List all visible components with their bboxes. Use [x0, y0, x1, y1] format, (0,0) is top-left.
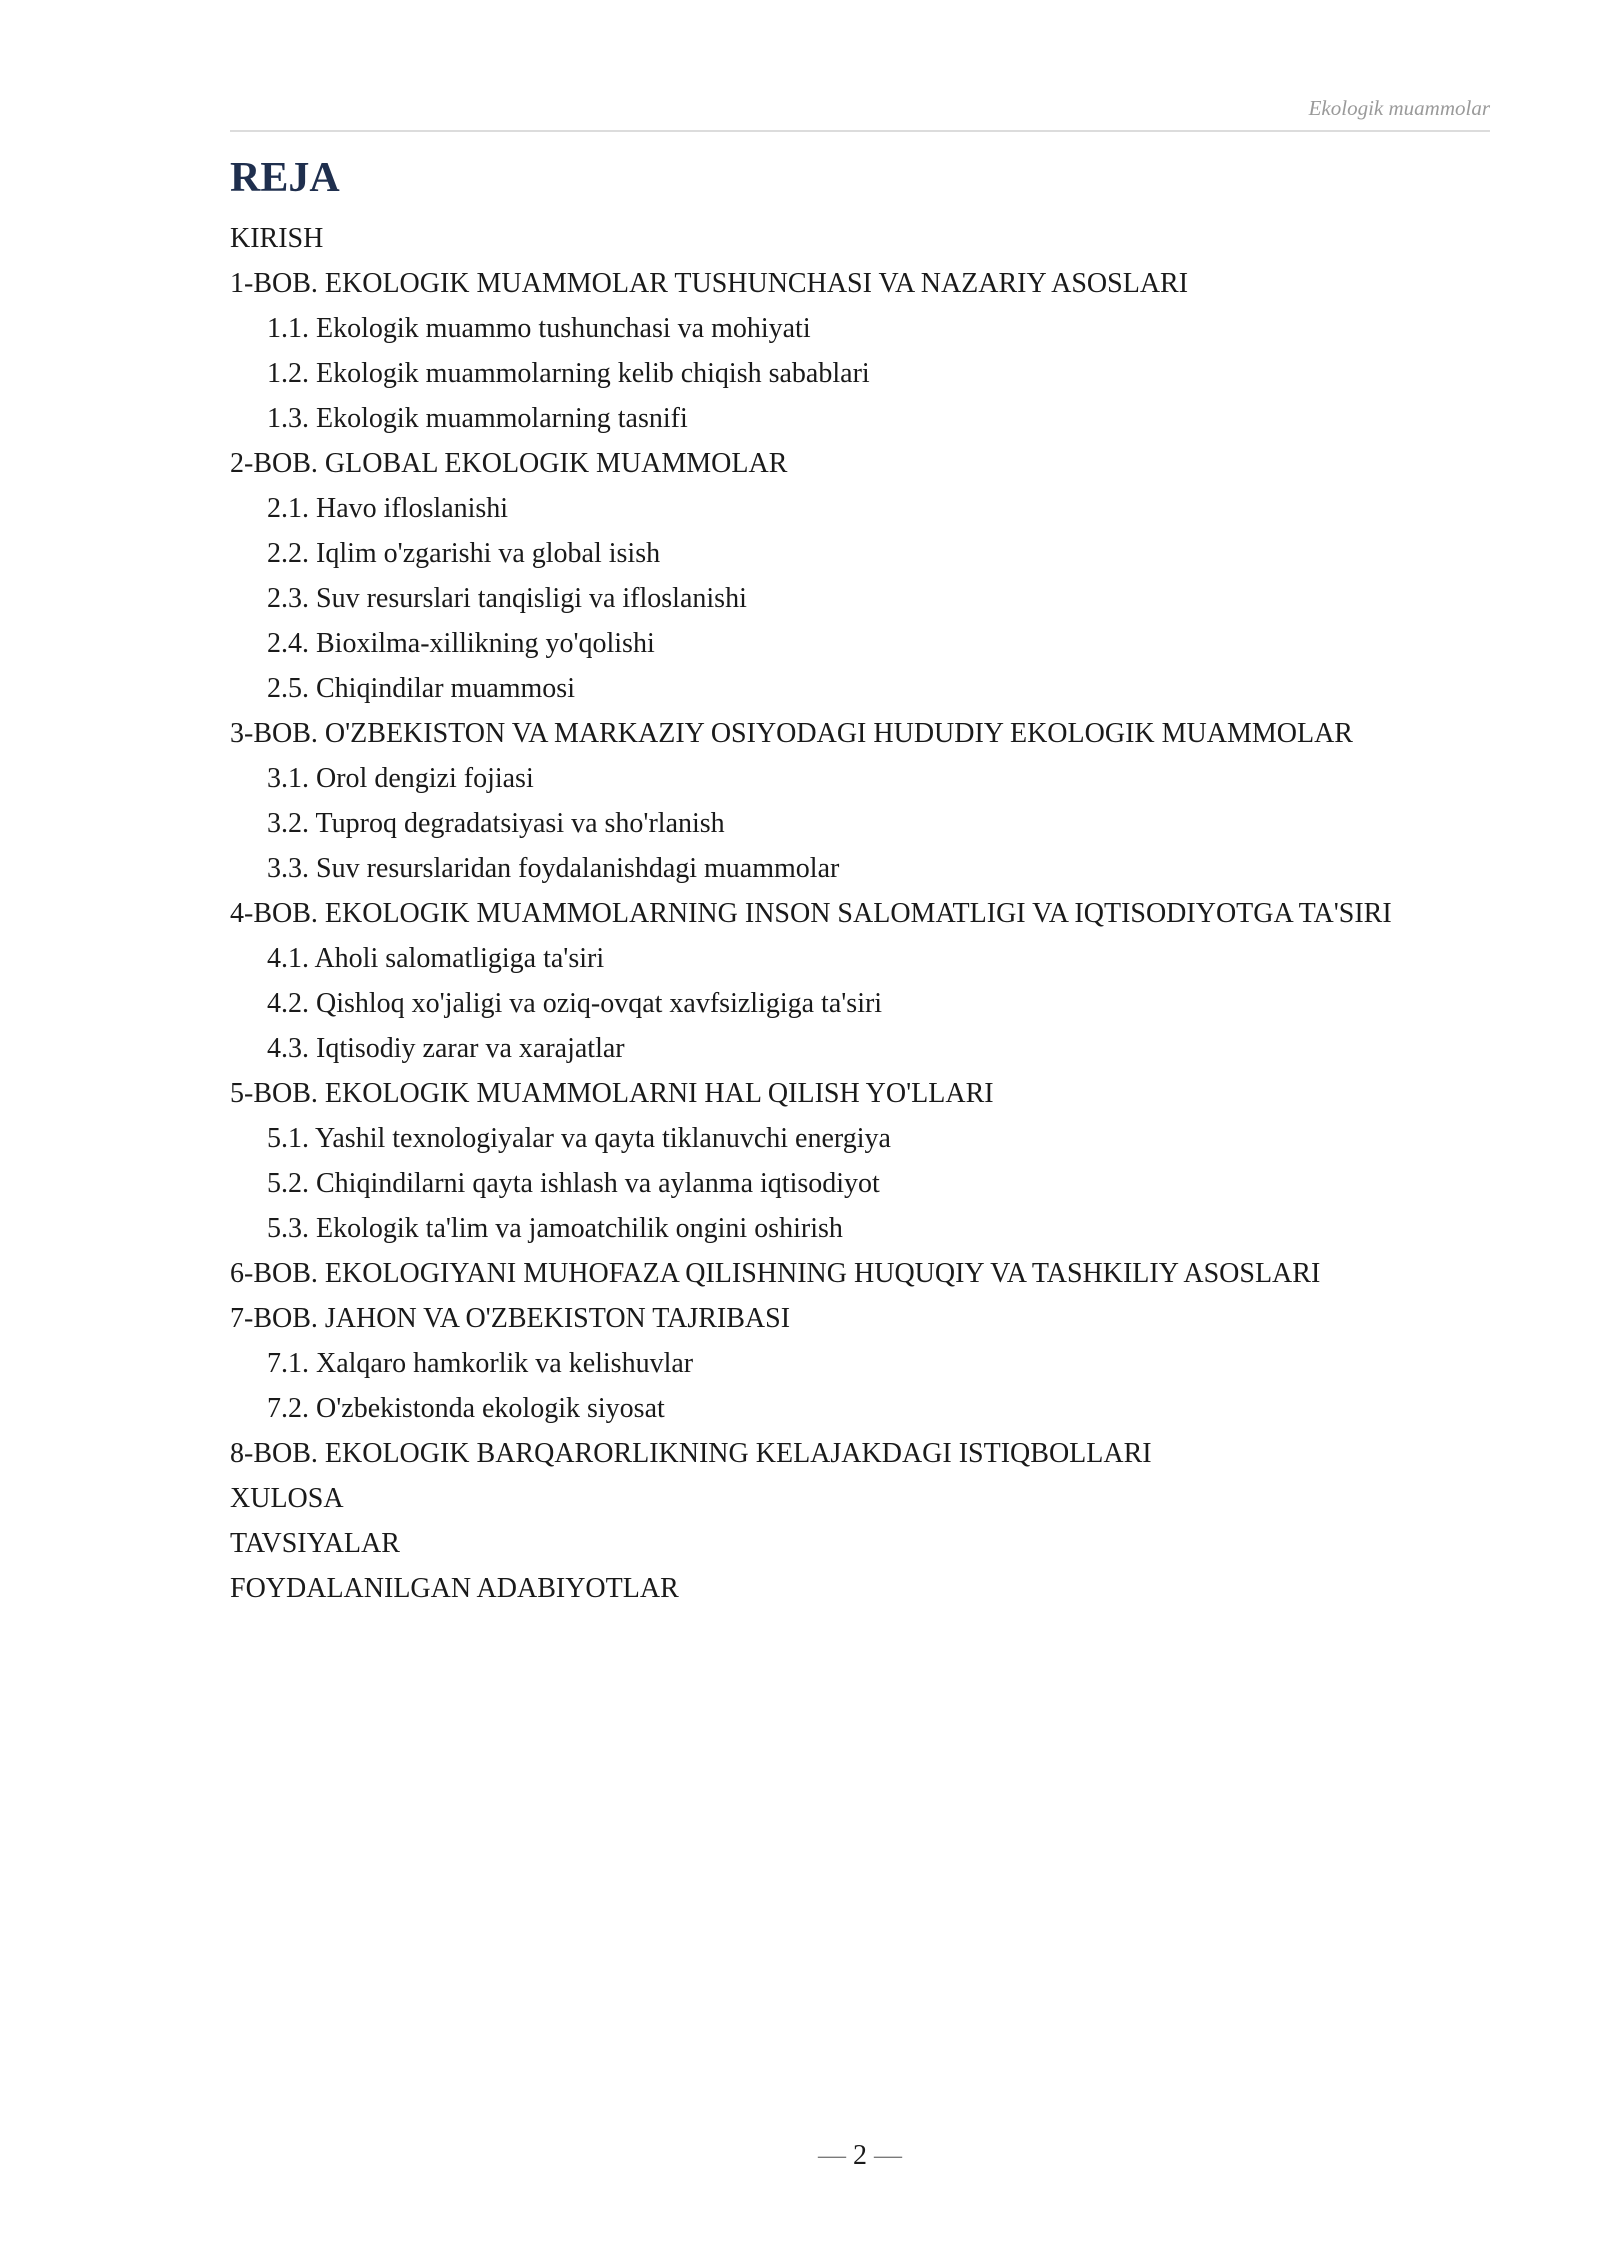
- table-of-contents: [230, 216, 1530, 1611]
- toc-section-item: 1.2. Ekologik muammolarning kelib chiqish sabablari: [267, 358, 870, 389]
- toc-chapter-item: KIRISH: [230, 223, 324, 254]
- page-number-dash-right: —: [874, 2140, 902, 2171]
- toc-section-item: 2.3. Suv resurslari tanqisligi va ifloslanishi: [267, 583, 747, 614]
- toc-section-item: 5.3. Ekologik ta'lim va jamoatchilik ongini oshirish: [267, 1213, 843, 1244]
- toc-chapter-item: 8-BOB. EKOLOGIK BARQARORLIKNING KELAJAKDAGI ISTIQBOLLARI: [230, 1438, 1152, 1469]
- page-number-dash-left: —: [818, 2140, 846, 2171]
- toc-section-item: 4.2. Qishloq xo'jaligi va oziq-ovqat xavfsizligiga ta'siri: [267, 988, 883, 1019]
- toc-section-item: 3.2. Tuproq degradatsiyasi va sho'rlanish: [267, 808, 725, 839]
- toc-chapter-item: 2-BOB. GLOBAL EKOLOGIK MUAMMOLAR: [230, 448, 788, 479]
- toc-chapter-item: TAVSIYALAR: [230, 1528, 400, 1559]
- toc-section-item: 3.1. Orol dengizi fojiasi: [267, 763, 534, 794]
- toc-section-item: 1.3. Ekologik muammolarning tasnifi: [267, 403, 688, 434]
- toc-section-item: 3.3. Suv resurslaridan foydalanishdagi muammolar: [267, 853, 840, 884]
- toc-section-item: 7.2. O'zbekistonda ekologik siyosat: [267, 1393, 665, 1424]
- toc-section-item: 1.1. Ekologik muammo tushunchasi va mohiyati: [267, 313, 811, 344]
- toc-section-item: 5.2. Chiqindilarni qayta ishlash va aylanma iqtisodiyot: [267, 1168, 880, 1199]
- toc-chapter-item: 7-BOB. JAHON VA O'ZBEKISTON TAJRIBASI: [230, 1303, 791, 1334]
- toc-section-item: 2.5. Chiqindilar muammosi: [267, 673, 575, 704]
- toc-chapter-item: 5-BOB. EKOLOGIK MUAMMOLARNI HAL QILISH YO'LLARI: [230, 1078, 994, 1109]
- running-header: Ekologik muammolar: [1308, 96, 1490, 120]
- toc-chapter-item: XULOSA: [230, 1483, 344, 1514]
- page-title: REJA: [230, 155, 340, 201]
- header-divider: [230, 130, 1490, 132]
- toc-chapter-item: 6-BOB. EKOLOGIYANI MUHOFAZA QILISHNING HUQUQIY VA TASHKILIY ASOSLARI: [230, 1258, 1321, 1289]
- toc-section-item: 2.1. Havo ifloslanishi: [267, 493, 509, 524]
- toc-chapter-item: 1-BOB. EKOLOGIK MUAMMOLAR TUSHUNCHASI VA NAZARIY ASOSLARI: [230, 268, 1189, 299]
- toc-chapter-item: FOYDALANILGAN ADABIYOTLAR: [230, 1573, 679, 1604]
- toc-chapter-item: 3-BOB. O'ZBEKISTON VA MARKAZIY OSIYODAGI HUDUDIY EKOLOGIK MUAMMOLAR: [230, 718, 1353, 749]
- page-number: [0, 2140, 1600, 2172]
- toc-section-item: 2.2. Iqlim o'zgarishi va global isish: [267, 538, 661, 569]
- toc-section-item: 7.1. Xalqaro hamkorlik va kelishuvlar: [267, 1348, 694, 1379]
- toc-section-item: 2.4. Bioxilma-xillikning yo'qolishi: [267, 628, 655, 659]
- toc-section-item: 4.1. Aholi salomatligiga ta'siri: [267, 943, 605, 974]
- toc-section-item: 5.1. Yashil texnologiyalar va qayta tiklanuvchi energiya: [267, 1123, 891, 1154]
- toc-chapter-item: 4-BOB. EKOLOGIK MUAMMOLARNING INSON SALOMATLIGI VA IQTISODIYOTGA TA'SIRI: [230, 898, 1392, 929]
- page-number-value: 2: [853, 2140, 867, 2171]
- toc-section-item: 4.3. Iqtisodiy zarar va xarajatlar: [267, 1033, 625, 1064]
